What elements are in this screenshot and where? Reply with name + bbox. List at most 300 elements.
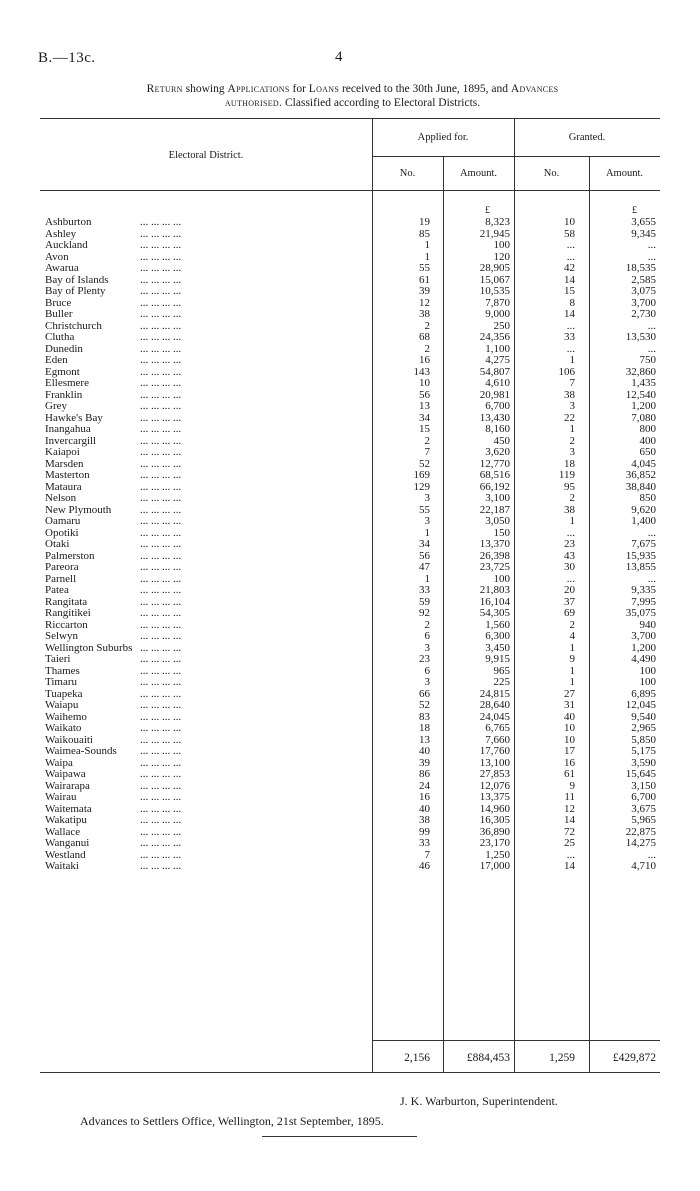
footer-rule	[262, 1136, 417, 1137]
row-district: Waiapu	[45, 700, 79, 711]
row-district: Awarua	[45, 263, 79, 274]
row-district: Opotiki	[45, 527, 79, 539]
row-district: Wanganui	[45, 838, 90, 849]
row-granted-amount: 9,345	[631, 227, 656, 240]
row-granted-no: 30	[564, 561, 575, 573]
table-row	[0, 735, 700, 747]
row-applied-no: 10	[419, 377, 430, 389]
row-applied-amount: 965	[493, 664, 510, 677]
row-applied-amount: 1,100	[485, 342, 510, 355]
row-applied-amount: 250	[493, 319, 510, 332]
total-granted-no: 1,259	[549, 1052, 575, 1064]
row-district: Tuapeka	[45, 688, 83, 700]
row-applied-no: 38	[419, 814, 430, 826]
table-row	[0, 631, 700, 643]
row-applied-no: 52	[419, 699, 430, 711]
row-applied-amount: 7,660	[485, 733, 510, 746]
row-granted-no: 12	[564, 802, 575, 815]
table-row	[0, 700, 700, 712]
row-leader-dots: ... ... ... ...	[140, 861, 182, 872]
row-granted-amount: 5,175	[631, 745, 656, 757]
row-district: Wakatipu	[45, 815, 87, 826]
row-leader-dots: ... ... ... ...	[140, 792, 182, 803]
row-applied-no: 6	[424, 664, 430, 677]
row-applied-amount: 23,725	[479, 561, 510, 573]
row-leader-dots: ... ... ... ...	[140, 217, 182, 228]
row-applied-no: 143	[413, 365, 430, 378]
row-leader-dots: ... ... ... ...	[140, 240, 182, 251]
row-granted-no: 17	[564, 745, 575, 757]
row-district: Nelson	[45, 493, 77, 504]
table-row	[0, 309, 700, 321]
table-row	[0, 516, 700, 528]
table-row	[0, 827, 700, 839]
row-leader-dots: ... ... ... ...	[140, 757, 182, 769]
table-row	[0, 275, 700, 287]
row-granted-no: 25	[564, 837, 575, 849]
row-granted-amount: ...	[647, 342, 656, 355]
row-applied-amount: 15,067	[479, 273, 510, 286]
row-district: Wallace	[45, 826, 81, 838]
row-granted-no: 1	[569, 641, 575, 654]
row-applied-no: 34	[419, 538, 430, 550]
header-granted-no: No.	[543, 168, 560, 179]
row-district: Rangitikei	[45, 608, 91, 619]
row-leader-dots: ... ... ... ...	[140, 838, 182, 849]
row-leader-dots: ... ... ... ...	[140, 401, 182, 412]
table-row	[0, 585, 700, 597]
row-leader-dots: ... ... ... ...	[140, 251, 182, 263]
table-row	[0, 562, 700, 574]
row-granted-no: 37	[564, 595, 575, 608]
row-granted-amount: 32,860	[625, 365, 656, 378]
row-applied-amount: 21,803	[479, 584, 510, 596]
row-granted-amount: 750	[639, 354, 656, 366]
table-row	[0, 850, 700, 862]
row-leader-dots: ... ... ... ...	[140, 711, 182, 723]
row-granted-amount: 9,620	[631, 503, 656, 516]
row-district: Buller	[45, 309, 73, 320]
row-leader-dots: ... ... ... ...	[140, 435, 182, 447]
row-applied-no: 33	[419, 584, 430, 596]
row-granted-amount: 800	[639, 423, 656, 435]
row-granted-amount: 15,645	[625, 768, 656, 780]
row-district: Kaiapoi	[45, 447, 80, 458]
row-leader-dots: ... ... ... ...	[140, 746, 182, 757]
table-bottom-rule	[40, 1072, 660, 1073]
row-granted-amount: 4,045	[631, 457, 656, 470]
row-applied-no: 66	[419, 687, 430, 700]
row-applied-amount: 66,192	[479, 480, 510, 493]
table-row	[0, 413, 700, 425]
row-leader-dots: ... ... ... ...	[140, 769, 182, 780]
row-leader-dots: ... ... ... ...	[140, 286, 182, 297]
row-leader-dots: ... ... ... ...	[140, 642, 182, 654]
row-granted-amount: 400	[639, 434, 656, 447]
row-applied-no: 169	[413, 469, 430, 481]
row-applied-no: 85	[419, 227, 430, 240]
row-applied-amount: 10,535	[479, 285, 510, 297]
table-row	[0, 528, 700, 540]
row-district: Christchurch	[45, 320, 102, 332]
row-granted-amount: 5,965	[631, 814, 656, 826]
row-granted-amount: 2,730	[631, 308, 656, 320]
row-leader-dots: ... ... ... ...	[140, 815, 182, 826]
table-row	[0, 217, 700, 229]
caption-advances: Advances	[510, 83, 559, 95]
table-row	[0, 804, 700, 816]
table-row	[0, 620, 700, 632]
row-granted-amount: 7,080	[631, 411, 656, 424]
row-applied-no: 3	[424, 641, 430, 654]
row-district: Avon	[45, 251, 69, 263]
row-applied-no: 16	[419, 791, 430, 803]
caption-text-4: Classified according to Electoral Districts.	[285, 97, 481, 109]
row-granted-amount: ...	[647, 572, 656, 585]
table-row	[0, 597, 700, 609]
row-district: Auckland	[45, 240, 88, 251]
row-leader-dots: ... ... ... ...	[140, 849, 182, 861]
row-granted-no: 16	[564, 756, 575, 769]
row-applied-amount: 17,760	[479, 745, 510, 757]
row-applied-amount: 28,640	[479, 699, 510, 711]
row-applied-amount: 54,807	[479, 365, 510, 378]
row-granted-amount: 9,540	[631, 710, 656, 723]
table-row	[0, 332, 700, 344]
row-district: Rangitata	[45, 596, 88, 608]
table-row	[0, 654, 700, 666]
row-granted-amount: 6,895	[631, 687, 656, 700]
row-district: Waihemo	[45, 711, 87, 723]
row-granted-no: ...	[566, 250, 575, 263]
caption-text-2: for	[292, 83, 306, 95]
row-district: Ashley	[45, 228, 77, 240]
row-granted-no: 2	[569, 492, 575, 504]
row-granted-amount: 3,655	[631, 216, 656, 228]
row-leader-dots: ... ... ... ...	[140, 539, 182, 550]
row-district: Waimea-Sounds	[45, 746, 117, 757]
row-granted-amount: 15,935	[625, 549, 656, 562]
row-applied-no: 83	[419, 710, 430, 723]
row-granted-amount: ...	[647, 319, 656, 332]
row-applied-no: 23	[419, 653, 430, 665]
row-granted-no: 23	[564, 538, 575, 550]
row-leader-dots: ... ... ... ...	[140, 320, 182, 332]
row-granted-amount: 3,700	[631, 630, 656, 642]
row-applied-no: 33	[419, 837, 430, 849]
table-row	[0, 344, 700, 356]
row-granted-no: 1	[569, 423, 575, 435]
row-granted-amount: 3,075	[631, 285, 656, 297]
table-row	[0, 470, 700, 482]
row-applied-amount: 100	[493, 239, 510, 251]
table-row	[0, 321, 700, 333]
table-row	[0, 643, 700, 655]
row-applied-amount: 54,305	[479, 607, 510, 619]
row-applied-no: 1	[424, 572, 430, 585]
row-granted-amount: 3,700	[631, 296, 656, 309]
page-number: 4	[335, 49, 343, 65]
row-applied-no: 1	[424, 239, 430, 251]
table-row	[0, 367, 700, 379]
row-granted-amount: 100	[639, 676, 656, 688]
row-leader-dots: ... ... ... ...	[140, 619, 182, 631]
row-granted-no: 22	[564, 411, 575, 424]
row-leader-dots: ... ... ... ...	[140, 573, 182, 585]
row-granted-amount: 12,045	[625, 699, 656, 711]
row-granted-no: 31	[564, 699, 575, 711]
row-district: Waitemata	[45, 803, 92, 815]
row-applied-no: 24	[419, 779, 430, 792]
row-applied-no: 129	[413, 480, 430, 493]
row-applied-no: 19	[419, 216, 430, 228]
row-applied-no: 52	[419, 457, 430, 470]
caption-applications: Applications	[227, 83, 290, 95]
row-leader-dots: ... ... ... ...	[140, 309, 182, 320]
row-granted-amount: 9,335	[631, 584, 656, 596]
row-granted-amount: ...	[647, 848, 656, 861]
row-district: Waipawa	[45, 769, 86, 780]
row-applied-amount: 24,356	[479, 331, 510, 343]
row-applied-no: 1	[424, 250, 430, 263]
row-district: Waipa	[45, 757, 73, 769]
total-granted-amount: £429,872	[612, 1052, 656, 1064]
row-applied-no: 3	[424, 515, 430, 527]
total-applied-amount: £884,453	[466, 1052, 510, 1064]
row-applied-no: 56	[419, 388, 430, 401]
row-leader-dots: ... ... ... ...	[140, 504, 182, 516]
row-leader-dots: ... ... ... ...	[140, 585, 182, 596]
table-row	[0, 608, 700, 620]
row-applied-amount: 3,050	[485, 515, 510, 527]
table-top-rule	[40, 118, 660, 119]
row-granted-no: 14	[564, 814, 575, 826]
row-district: Egmont	[45, 366, 80, 378]
row-granted-amount: 7,675	[631, 538, 656, 550]
row-applied-no: 18	[419, 722, 430, 734]
row-district: Waitaki	[45, 861, 79, 872]
row-granted-no: 119	[558, 469, 575, 481]
row-granted-amount: 100	[639, 664, 656, 677]
row-applied-amount: 9,000	[485, 308, 510, 320]
row-leader-dots: ... ... ... ...	[140, 654, 182, 665]
row-applied-amount: 7,870	[485, 296, 510, 309]
row-applied-amount: 24,815	[479, 687, 510, 700]
row-granted-no: 10	[564, 733, 575, 746]
row-granted-amount: 940	[639, 618, 656, 631]
row-granted-no: 2	[569, 434, 575, 447]
row-applied-amount: 100	[493, 572, 510, 585]
row-applied-amount: 24,045	[479, 710, 510, 723]
row-granted-amount: 7,995	[631, 595, 656, 608]
row-district: Ellesmere	[45, 378, 89, 389]
row-district: Taieri	[45, 654, 71, 665]
row-granted-amount: 14,275	[625, 837, 656, 849]
row-district: Dunedin	[45, 343, 83, 355]
header-granted: Granted.	[568, 132, 606, 143]
row-granted-amount: 18,535	[625, 262, 656, 274]
row-granted-amount: 2,585	[631, 273, 656, 286]
row-granted-no: 14	[564, 273, 575, 286]
row-leader-dots: ... ... ... ...	[140, 596, 182, 608]
table-row	[0, 459, 700, 471]
row-district: Mataura	[45, 481, 82, 493]
row-leader-dots: ... ... ... ...	[140, 723, 182, 734]
row-applied-amount: 12,076	[479, 779, 510, 792]
row-leader-dots: ... ... ... ...	[140, 470, 182, 481]
row-applied-no: 2	[424, 319, 430, 332]
row-granted-no: 9	[569, 653, 575, 665]
row-applied-amount: 14,960	[479, 802, 510, 815]
row-district: Ashburton	[45, 217, 92, 228]
row-applied-no: 92	[419, 607, 430, 619]
table-row	[0, 781, 700, 793]
row-applied-no: 13	[419, 400, 430, 412]
header-applied-no: No.	[399, 168, 416, 179]
row-leader-dots: ... ... ... ...	[140, 412, 182, 424]
header-applied-for: Applied for.	[417, 132, 469, 143]
table-row	[0, 229, 700, 241]
row-applied-no: 15	[419, 423, 430, 435]
row-granted-no: 20	[564, 584, 575, 596]
row-granted-amount: 4,710	[631, 860, 656, 872]
row-leader-dots: ... ... ... ...	[140, 481, 182, 493]
row-leader-dots: ... ... ... ...	[140, 608, 182, 619]
row-applied-no: 2	[424, 342, 430, 355]
row-granted-no: 14	[564, 860, 575, 872]
table-row	[0, 355, 700, 367]
table-row	[0, 447, 700, 459]
table-row	[0, 689, 700, 701]
row-leader-dots: ... ... ... ...	[140, 355, 182, 366]
row-leader-dots: ... ... ... ...	[140, 527, 182, 539]
total-applied-no: 2,156	[404, 1052, 430, 1064]
row-applied-no: 3	[424, 492, 430, 504]
row-leader-dots: ... ... ... ...	[140, 562, 182, 573]
row-granted-amount: ...	[647, 526, 656, 539]
row-applied-amount: 13,430	[479, 411, 510, 424]
header-granted-amount: Amount.	[605, 168, 644, 179]
row-applied-no: 12	[419, 296, 430, 309]
row-applied-amount: 22,187	[479, 503, 510, 516]
row-applied-amount: 12,770	[479, 457, 510, 470]
row-granted-no: ...	[566, 239, 575, 251]
row-district: Bay of Plenty	[45, 286, 106, 297]
row-district: Invercargill	[45, 435, 97, 447]
row-leader-dots: ... ... ... ...	[140, 631, 182, 642]
row-applied-no: 3	[424, 676, 430, 688]
row-leader-dots: ... ... ... ...	[140, 780, 182, 792]
row-district: Grey	[45, 401, 67, 412]
row-applied-no: 6	[424, 630, 430, 642]
row-applied-no: 13	[419, 733, 430, 746]
row-applied-no: 61	[419, 273, 430, 286]
row-leader-dots: ... ... ... ...	[140, 332, 182, 343]
row-district: Eden	[45, 355, 68, 366]
row-applied-no: 40	[419, 802, 430, 815]
row-granted-amount: 13,530	[625, 331, 656, 343]
table-row	[0, 298, 700, 310]
row-leader-dots: ... ... ... ...	[140, 734, 182, 746]
row-granted-no: 58	[564, 227, 575, 240]
row-applied-amount: 68,516	[479, 469, 510, 481]
row-district: Waikato	[45, 723, 82, 734]
row-granted-amount: 3,590	[631, 756, 656, 769]
row-applied-amount: 26,398	[479, 549, 510, 562]
totals-rule	[372, 1040, 660, 1041]
row-applied-amount: 6,300	[485, 630, 510, 642]
table-row	[0, 666, 700, 678]
row-applied-amount: 17,000	[479, 860, 510, 872]
row-granted-no: ...	[566, 342, 575, 355]
row-applied-amount: 8,160	[485, 423, 510, 435]
row-applied-no: 68	[419, 331, 430, 343]
row-leader-dots: ... ... ... ...	[140, 803, 182, 815]
header-applied-amount: Amount.	[459, 168, 498, 179]
row-granted-no: 7	[569, 377, 575, 389]
row-applied-amount: 1,560	[485, 618, 510, 631]
row-applied-amount: 3,450	[485, 641, 510, 654]
row-granted-no: 1	[569, 676, 575, 688]
row-district: Riccarton	[45, 619, 88, 631]
row-district: Parnell	[45, 573, 77, 585]
row-district: Westland	[45, 849, 86, 861]
row-leader-dots: ... ... ... ...	[140, 516, 182, 527]
table-row	[0, 505, 700, 517]
table-row	[0, 401, 700, 413]
row-applied-amount: 36,890	[479, 825, 510, 838]
row-applied-amount: 450	[493, 434, 510, 447]
row-granted-no: 3	[569, 400, 575, 412]
row-granted-amount: 3,675	[631, 802, 656, 815]
row-granted-amount: 5,850	[631, 733, 656, 746]
row-applied-no: 56	[419, 549, 430, 562]
row-applied-no: 59	[419, 595, 430, 608]
row-granted-no: 4	[569, 630, 575, 642]
row-applied-amount: 27,853	[479, 768, 510, 780]
row-leader-dots: ... ... ... ...	[140, 228, 182, 240]
table-caption	[40, 82, 665, 110]
row-granted-no: ...	[566, 526, 575, 539]
row-applied-no: 55	[419, 503, 430, 516]
caption-text-3: received to the 30th June, 1895, and	[341, 83, 509, 95]
row-applied-amount: 21,945	[479, 227, 510, 240]
row-applied-amount: 20,981	[479, 388, 510, 401]
row-district: Clutha	[45, 332, 75, 343]
row-applied-no: 1	[424, 526, 430, 539]
table-row	[0, 746, 700, 758]
row-granted-amount: 22,875	[625, 825, 656, 838]
row-granted-no: 33	[564, 331, 575, 343]
table-row	[0, 390, 700, 402]
row-applied-no: 2	[424, 618, 430, 631]
row-district: Patea	[45, 585, 69, 596]
row-applied-no: 39	[419, 285, 430, 297]
row-granted-no: 27	[564, 687, 575, 700]
header-bottom-rule	[40, 190, 660, 191]
row-applied-no: 46	[419, 860, 430, 872]
row-granted-no: 38	[564, 388, 575, 401]
table-row	[0, 493, 700, 505]
row-applied-no: 55	[419, 262, 430, 274]
row-applied-no: 39	[419, 756, 430, 769]
row-applied-amount: 4,275	[485, 354, 510, 366]
row-leader-dots: ... ... ... ...	[140, 378, 182, 389]
table-row	[0, 436, 700, 448]
row-granted-no: 1	[569, 515, 575, 527]
row-granted-no: 95	[564, 480, 575, 493]
row-applied-no: 40	[419, 745, 430, 757]
